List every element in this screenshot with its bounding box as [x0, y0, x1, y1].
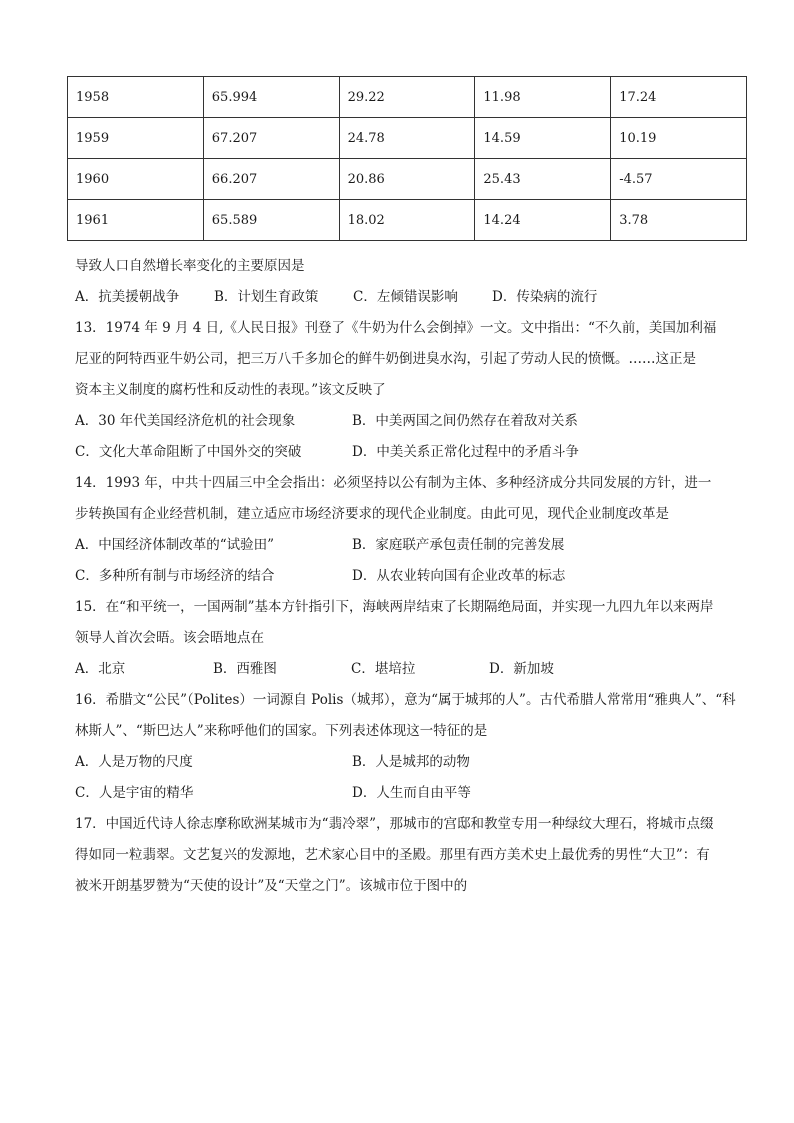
table-cell: 66.207 — [203, 159, 339, 200]
option-d: D．中美关系正常化过程中的矛盾斗争 — [352, 444, 579, 460]
table-cell: 1961 — [68, 200, 204, 241]
option-c: C．堪培拉 — [351, 661, 416, 677]
option-row — [75, 561, 725, 592]
table-row — [68, 77, 747, 118]
option-d: D．新加坡 — [489, 661, 554, 677]
question-stem-line: 15．在“和平统一，一国两制”基本方针指引下，海峡两岸结束了长期隔绝局面，并实现一九四九年以来两岸 — [75, 599, 714, 615]
table-cell: 14.59 — [475, 118, 611, 159]
question-stem-line: 资本主义制度的腐朽性和反动性的表现。”该文反映了 — [75, 382, 386, 398]
option-row — [75, 778, 725, 809]
question-stem-line: 领导人首次会晤。该会晤地点在 — [75, 630, 264, 646]
option-row — [75, 530, 725, 561]
option-c: C．左倾错误影响 — [353, 289, 458, 305]
table-cell: 29.22 — [339, 77, 475, 118]
table-cell: 65.994 — [203, 77, 339, 118]
option-a: A．抗美援朝战争 — [75, 289, 180, 305]
question-15 — [75, 592, 725, 685]
option-d: D．从农业转向国有企业改革的标志 — [352, 568, 566, 584]
table-cell: -4.57 — [611, 159, 747, 200]
question-stem-line: 14．1993 年，中共十四届三中全会指出：必须坚持以公有制为主体、多种经济成分共同发展的方针，进一 — [75, 475, 712, 491]
table-cell: 17.24 — [611, 77, 747, 118]
table-cell: 67.207 — [203, 118, 339, 159]
question-stem-line: 17．中国近代诗人徐志摩称欧洲某城市为“翡冷翠”，那城市的宫邸和教堂专用一种绿纹大理石，将城市点缀 — [75, 816, 714, 832]
option-a: A．人是万物的尺度 — [75, 754, 193, 770]
option-d: D．传染病的流行 — [492, 289, 598, 305]
table-cell: 14.24 — [475, 200, 611, 241]
table-cell: 24.78 — [339, 118, 475, 159]
table-cell: 20.86 — [339, 159, 475, 200]
option-b: B．计划生育政策 — [214, 289, 319, 305]
table-cell: 1959 — [68, 118, 204, 159]
table-cell: 11.98 — [475, 77, 611, 118]
option-b: B．家庭联产承包责任制的完善发展 — [352, 537, 565, 553]
question-12 — [75, 251, 725, 313]
question-13 — [75, 313, 725, 468]
option-a: A．30 年代美国经济危机的社会现象 — [75, 413, 296, 429]
question-14 — [75, 468, 725, 592]
option-c: C．人是宇宙的精华 — [75, 785, 194, 801]
option-row — [75, 406, 725, 437]
table-row — [68, 200, 747, 241]
option-b: B．人是城邦的动物 — [352, 754, 470, 770]
question-17 — [75, 809, 725, 902]
option-d: D．人生而自由平等 — [352, 785, 471, 801]
option-b: B．西雅图 — [213, 661, 277, 677]
option-c: C．文化大革命阻断了中国外交的突破 — [75, 444, 302, 460]
question-16 — [75, 685, 736, 809]
question-stem-line: 得如同一粒翡翠。文艺复兴的发源地，艺术家心目中的圣殿。那里有西方美术史上最优秀的男性“大卫”：有 — [75, 847, 710, 863]
option-a: A．北京 — [75, 661, 126, 677]
question-content — [75, 251, 736, 902]
question-stem-line: 13．1974 年 9 月 4 日,《人民日报》刊登了《牛奶为什么会倒掉》一文。文中指出：“不久前，美国加利福 — [75, 320, 717, 336]
table-cell: 3.78 — [611, 200, 747, 241]
table-cell: 10.19 — [611, 118, 747, 159]
option-b: B．中美两国之间仍然存在着敌对关系 — [352, 413, 578, 429]
question-stem-line: 被米开朗基罗赞为“天使的设计”及“天堂之门”。该城市位于图中的 — [75, 878, 468, 894]
option-row — [75, 437, 725, 468]
option-a: A．中国经济体制改革的“试验田” — [75, 537, 275, 553]
table-cell: 18.02 — [339, 200, 475, 241]
question-stem: 导致人口自然增长率变化的主要原因是 — [75, 258, 305, 274]
table-row — [68, 159, 747, 200]
option-row — [75, 654, 725, 685]
option-c: C．多种所有制与市场经济的结合 — [75, 568, 275, 584]
table-row — [68, 118, 747, 159]
option-row — [75, 747, 725, 778]
question-stem-line: 林斯人”、“斯巴达人”来称呼他们的国家。下列表述体现这一特征的是 — [75, 723, 488, 739]
table-cell: 25.43 — [475, 159, 611, 200]
option-row — [75, 282, 725, 313]
question-stem-line: 步转换国有企业经营机制，建立适应市场经济要求的现代企业制度。由此可见，现代企业制度改革是 — [75, 506, 669, 522]
table-cell: 1960 — [68, 159, 204, 200]
question-stem-line: 16．希腊文“公民”（Polites）一词源自 Polis（城邦），意为“属于城邦的人”。古代希腊人常常用“雅典人”、“科 — [75, 692, 736, 708]
question-stem-line: 尼亚的阿特西亚牛奶公司，把三万八千多加仑的鲜牛奶倒进臭水沟，引起了劳动人民的愤慨。……这正是 — [75, 351, 696, 367]
table-cell: 65.589 — [203, 200, 339, 241]
population-table — [67, 76, 747, 241]
table-cell: 1958 — [68, 77, 204, 118]
